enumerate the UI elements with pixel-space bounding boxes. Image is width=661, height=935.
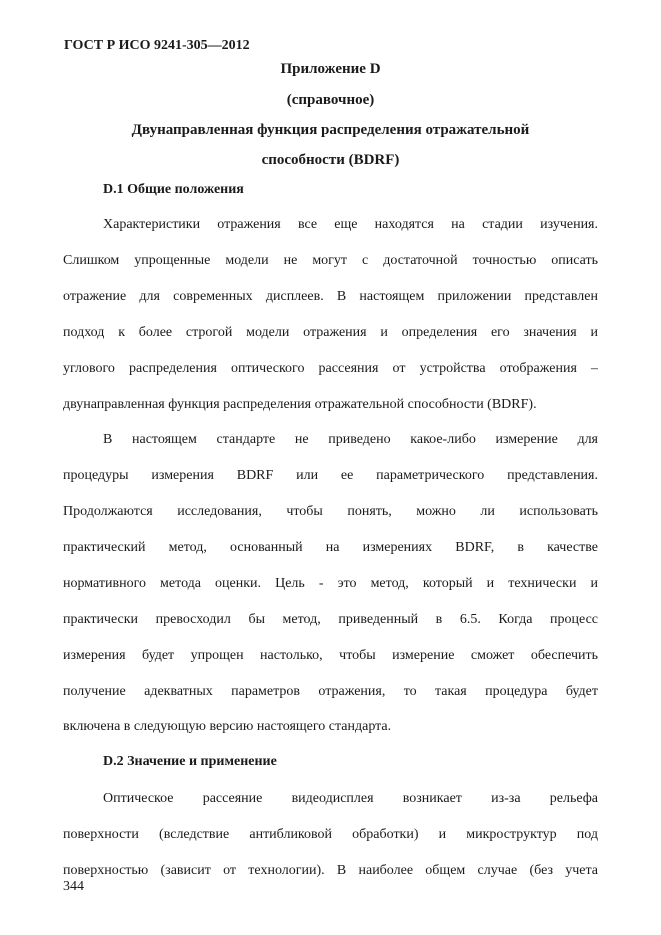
text-line: углового распределения оптического рассеяния от устройства отображения –	[63, 361, 598, 376]
text-line: двунаправленная функция распределения отражательной способности (BDRF).	[63, 397, 537, 412]
text-line: поверхностью (зависит от технологии). В наиболее общем случае (без учета	[63, 863, 598, 878]
appendix-heading-line-1: Двунаправленная функция распределения отражательной	[131, 122, 530, 138]
appendix-status: (справочное)	[286, 92, 375, 108]
text-line: В настоящем стандарте не приведено какое-либо измерение для	[103, 432, 598, 447]
text-line: Слишком упрощенные модели не могут с достаточной точностью описать	[63, 253, 598, 268]
text-line: процедуры измерения BDRF или ее параметрического представления.	[63, 468, 598, 483]
text-line: подход к более строгой модели отражения и определения его значения и	[63, 325, 598, 340]
text-line: включена в следующую версию настоящего стандарта.	[63, 719, 392, 734]
section-d1-heading: D.1 Общие положения	[103, 182, 244, 197]
page-number: 344	[63, 879, 84, 894]
text-line: Оптическое рассеяние видеодисплея возникает из-за рельефа	[103, 791, 598, 806]
text-line: измерения будет упрощен настолько, чтобы измерение сможет обеспечить	[63, 648, 598, 663]
text-line: практически превосходил бы метод, приведенный в 6.5. Когда процесс	[63, 612, 598, 627]
text-line: Характеристики отражения все еще находятся на стадии изучения.	[103, 217, 598, 232]
appendix-title: Приложение D	[280, 61, 381, 77]
appendix-heading-line-2: способности (BDRF)	[261, 152, 400, 168]
text-line: поверхности (вследствие антибликовой обработки) и микроструктур под	[63, 827, 598, 842]
text-line: Продолжаются исследования, чтобы понять, можно ли использовать	[63, 504, 598, 519]
text-line: получение адекватных параметров отражения, то такая процедура будет	[63, 684, 598, 699]
text-line: отражение для современных дисплеев. В настоящем приложении представлен	[63, 289, 598, 304]
text-line: нормативного метода оценки. Цель - это метод, который и технически и	[63, 576, 598, 591]
document-header-code: ГОСТ Р ИСО 9241-305—2012	[64, 38, 250, 53]
text-line: практический метод, основанный на измерениях BDRF, в качестве	[63, 540, 598, 555]
section-d2-heading: D.2 Значение и применение	[103, 754, 277, 769]
